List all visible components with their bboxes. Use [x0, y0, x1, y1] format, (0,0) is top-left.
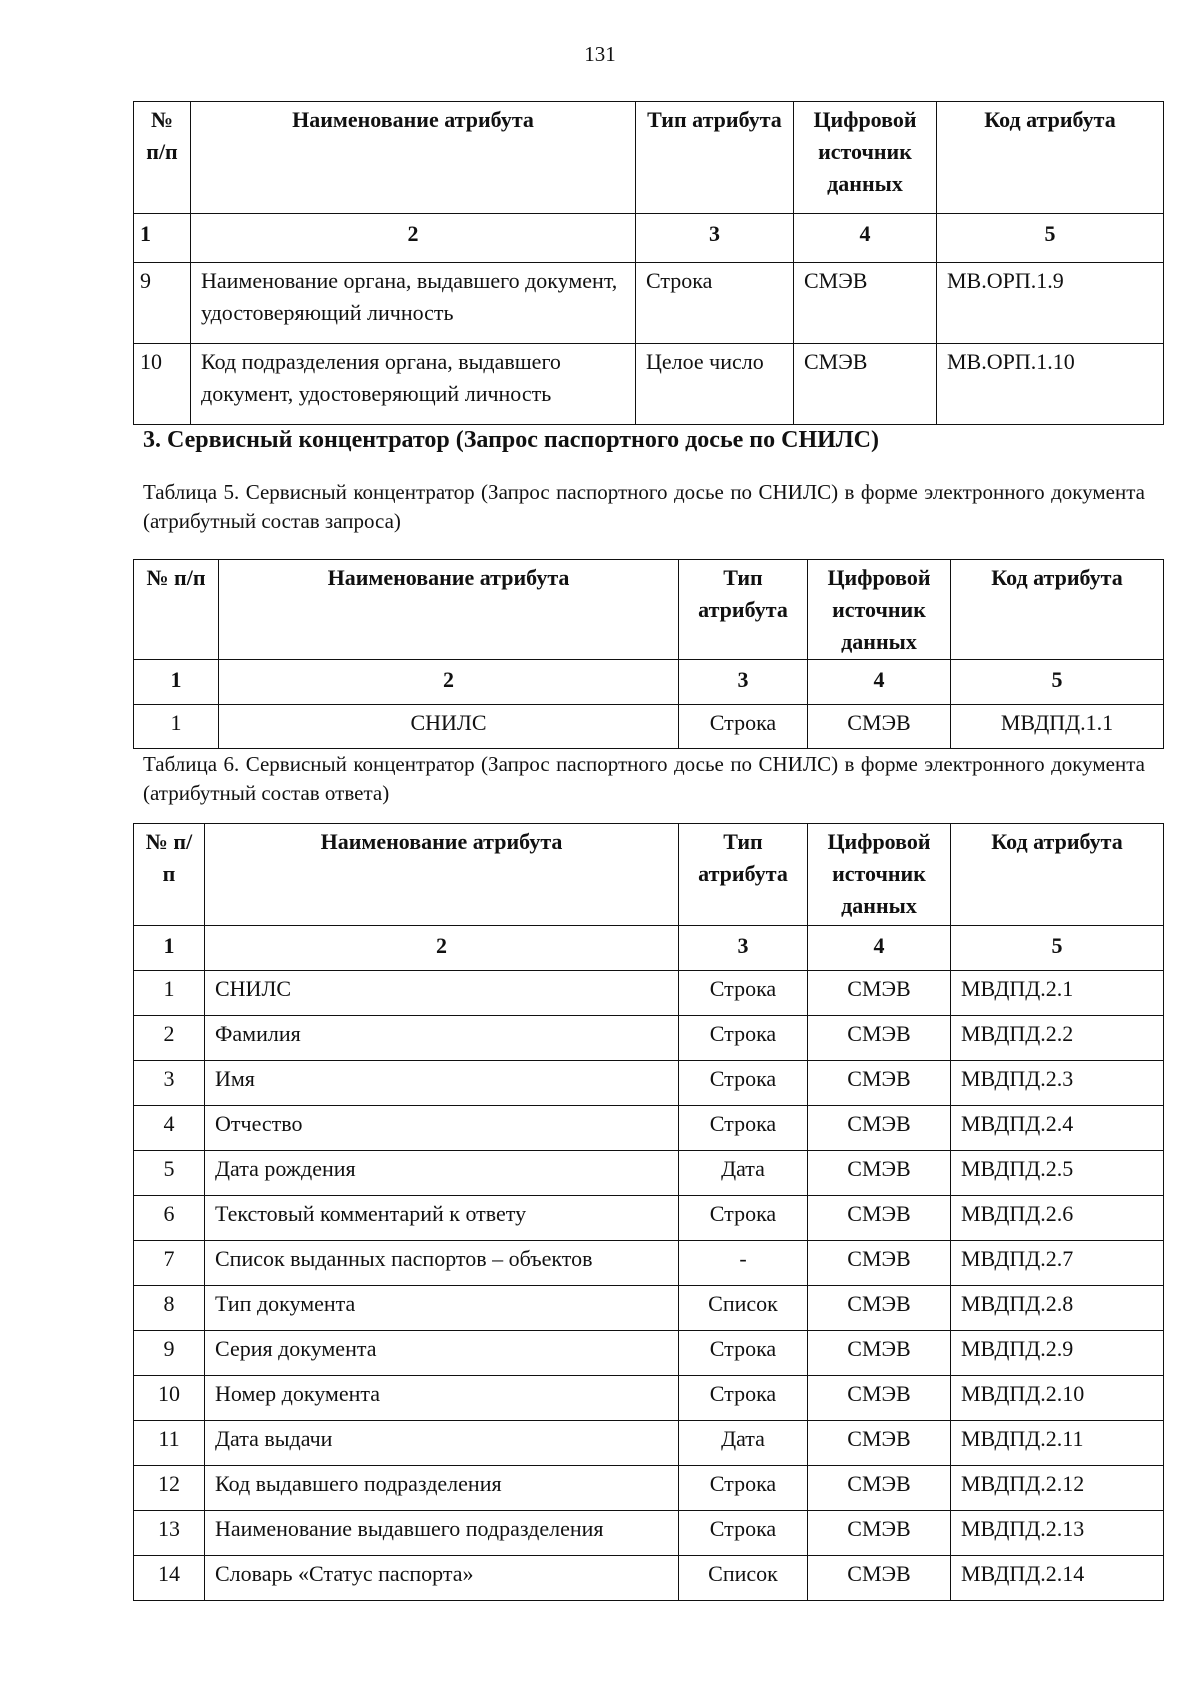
cell-source: СМЭВ — [808, 705, 951, 749]
cell-type: Строка — [679, 1106, 808, 1151]
cell-name: Дата рождения — [205, 1151, 679, 1196]
cell-num: 10 — [134, 1376, 205, 1421]
cell-type: Целое число — [636, 344, 794, 425]
cell-code: МВДПД.2.7 — [951, 1241, 1164, 1286]
table-row — [134, 1376, 1164, 1421]
cell-source: СМЭВ — [794, 344, 937, 425]
table-row — [134, 1106, 1164, 1151]
table-row — [134, 1511, 1164, 1556]
cell-source: СМЭВ — [808, 1286, 951, 1331]
cell-type: Строка — [636, 263, 794, 344]
cell-name: Дата выдачи — [205, 1421, 679, 1466]
column-index: 4 — [808, 926, 951, 971]
cell-type: Строка — [679, 1331, 808, 1376]
table-header-row — [134, 824, 1164, 926]
cell-type: Дата — [679, 1421, 808, 1466]
cell-type: Строка — [679, 705, 808, 749]
cell-num: 6 — [134, 1196, 205, 1241]
cell-name: Код выдавшего подразделения — [205, 1466, 679, 1511]
cell-code: МВ.ОРП.1.10 — [937, 344, 1164, 425]
table-row — [134, 344, 1164, 425]
cell-name: Наименование органа, выдавшего документ, удостоверяющий личность — [191, 263, 636, 344]
cell-num: 11 — [134, 1421, 205, 1466]
cell-name: Отчество — [205, 1106, 679, 1151]
cell-num: 3 — [134, 1061, 205, 1106]
table-row — [134, 705, 1164, 749]
column-index: 1 — [134, 660, 219, 705]
cell-num: 9 — [134, 1331, 205, 1376]
cell-num: 7 — [134, 1241, 205, 1286]
cell-type: Строка — [679, 971, 808, 1016]
table-row — [134, 1061, 1164, 1106]
table-row — [134, 1331, 1164, 1376]
cell-code: МВДПД.2.3 — [951, 1061, 1164, 1106]
cell-source: СМЭВ — [808, 1466, 951, 1511]
column-index: 5 — [951, 926, 1164, 971]
table-row — [134, 1241, 1164, 1286]
cell-source: СМЭВ — [794, 263, 937, 344]
header-type: Тип атрибута — [636, 102, 794, 214]
cell-type: Строка — [679, 1511, 808, 1556]
cell-num: 9 — [134, 263, 191, 344]
column-index-row — [134, 214, 1164, 263]
cell-name: Словарь «Статус паспорта» — [205, 1556, 679, 1601]
column-index: 3 — [679, 660, 808, 705]
column-index-row — [134, 660, 1164, 705]
header-source: Цифровой источник данных — [808, 560, 951, 660]
table-row — [134, 1016, 1164, 1061]
header-type: Тип атрибута — [679, 824, 808, 926]
table-row — [134, 1556, 1164, 1601]
header-type: Тип атрибута — [679, 560, 808, 660]
table-header-row — [134, 102, 1164, 214]
cell-source: СМЭВ — [808, 1196, 951, 1241]
header-name: Наименование атрибута — [219, 560, 679, 660]
cell-type: Дата — [679, 1151, 808, 1196]
cell-source: СМЭВ — [808, 971, 951, 1016]
cell-name: Код подразделения органа, выдавшего документ, удостоверяющий личность — [191, 344, 636, 425]
cell-source: СМЭВ — [808, 1106, 951, 1151]
cell-num: 10 — [134, 344, 191, 425]
cell-code: МВДПД.2.12 — [951, 1466, 1164, 1511]
column-index: 1 — [134, 926, 205, 971]
cell-num: 8 — [134, 1286, 205, 1331]
attribute-table-continued — [133, 101, 1164, 425]
column-index: 3 — [636, 214, 794, 263]
column-index: 2 — [219, 660, 679, 705]
cell-code: МВДПД.2.13 — [951, 1511, 1164, 1556]
cell-type: Строка — [679, 1196, 808, 1241]
cell-code: МВДПД.2.4 — [951, 1106, 1164, 1151]
table-6-caption: Таблица 6. Сервисный концентратор (Запрос паспортного досье по СНИЛС) в форме электронного документа (атрибутный состав ответа) — [143, 752, 1145, 805]
cell-name: Тип документа — [205, 1286, 679, 1331]
attribute-table-6 — [133, 823, 1164, 1601]
cell-source: СМЭВ — [808, 1061, 951, 1106]
cell-type: Строка — [679, 1376, 808, 1421]
header-num: № п/п — [134, 560, 219, 660]
cell-name: СНИЛС — [219, 705, 679, 749]
cell-code: МВДПД.2.10 — [951, 1376, 1164, 1421]
cell-source: СМЭВ — [808, 1016, 951, 1061]
section-heading: 3. Сервисный концентратор (Запрос паспортного досье по СНИЛС) — [143, 427, 880, 453]
header-code: Код атрибута — [951, 824, 1164, 926]
cell-source: СМЭВ — [808, 1556, 951, 1601]
header-code: Код атрибута — [937, 102, 1164, 214]
cell-name: Список выданных паспортов – объектов — [205, 1241, 679, 1286]
table-row — [134, 1286, 1164, 1331]
cell-name: Серия документа — [205, 1331, 679, 1376]
header-source: Цифровой источник данных — [808, 824, 951, 926]
column-index-row — [134, 926, 1164, 971]
cell-code: МВДПД.2.14 — [951, 1556, 1164, 1601]
cell-type: Строка — [679, 1061, 808, 1106]
cell-num: 1 — [134, 971, 205, 1016]
cell-source: СМЭВ — [808, 1421, 951, 1466]
header-name: Наименование атрибута — [205, 824, 679, 926]
cell-code: МВДПД.2.8 — [951, 1286, 1164, 1331]
cell-num: 1 — [134, 705, 219, 749]
cell-type: Список — [679, 1286, 808, 1331]
cell-source: СМЭВ — [808, 1241, 951, 1286]
cell-num: 13 — [134, 1511, 205, 1556]
page-number: 131 — [584, 42, 616, 66]
cell-name: СНИЛС — [205, 971, 679, 1016]
cell-type: Строка — [679, 1016, 808, 1061]
cell-code: МВДПД.2.11 — [951, 1421, 1164, 1466]
table-header-row — [134, 560, 1164, 660]
cell-code: МВДПД.1.1 — [951, 705, 1164, 749]
cell-type: - — [679, 1241, 808, 1286]
cell-num: 2 — [134, 1016, 205, 1061]
header-num: № п/п — [134, 102, 191, 214]
cell-name: Текстовый комментарий к ответу — [205, 1196, 679, 1241]
cell-source: СМЭВ — [808, 1511, 951, 1556]
header-name: Наименование атрибута — [191, 102, 636, 214]
cell-num: 4 — [134, 1106, 205, 1151]
cell-source: СМЭВ — [808, 1331, 951, 1376]
cell-name: Фамилия — [205, 1016, 679, 1061]
cell-code: МВДПД.2.5 — [951, 1151, 1164, 1196]
attribute-table-5 — [133, 559, 1164, 749]
cell-code: МВДПД.2.2 — [951, 1016, 1164, 1061]
cell-source: СМЭВ — [808, 1376, 951, 1421]
header-code: Код атрибута — [951, 560, 1164, 660]
table-row — [134, 1196, 1164, 1241]
cell-name: Номер документа — [205, 1376, 679, 1421]
table-row — [134, 1466, 1164, 1511]
column-index: 4 — [794, 214, 937, 263]
column-index: 4 — [808, 660, 951, 705]
column-index: 5 — [951, 660, 1164, 705]
cell-code: МВДПД.2.1 — [951, 971, 1164, 1016]
cell-name: Наименование выдавшего подразделения — [205, 1511, 679, 1556]
cell-code: МВ.ОРП.1.9 — [937, 263, 1164, 344]
column-index: 5 — [937, 214, 1164, 263]
cell-type: Список — [679, 1556, 808, 1601]
cell-code: МВДПД.2.9 — [951, 1331, 1164, 1376]
table-row — [134, 971, 1164, 1016]
column-index: 1 — [134, 214, 191, 263]
header-source: Цифровой источник данных — [794, 102, 937, 214]
table-row — [134, 1151, 1164, 1196]
cell-type: Строка — [679, 1466, 808, 1511]
table-5-caption: Таблица 5. Сервисный концентратор (Запрос паспортного досье по СНИЛС) в форме электронного документа (атрибутный состав запроса) — [143, 480, 1145, 533]
column-index: 2 — [191, 214, 636, 263]
cell-num: 14 — [134, 1556, 205, 1601]
cell-name: Имя — [205, 1061, 679, 1106]
cell-num: 5 — [134, 1151, 205, 1196]
table-row — [134, 263, 1164, 344]
column-index: 3 — [679, 926, 808, 971]
cell-code: МВДПД.2.6 — [951, 1196, 1164, 1241]
table-row — [134, 1421, 1164, 1466]
column-index: 2 — [205, 926, 679, 971]
cell-num: 12 — [134, 1466, 205, 1511]
header-num: № п/п — [134, 824, 205, 926]
cell-source: СМЭВ — [808, 1151, 951, 1196]
